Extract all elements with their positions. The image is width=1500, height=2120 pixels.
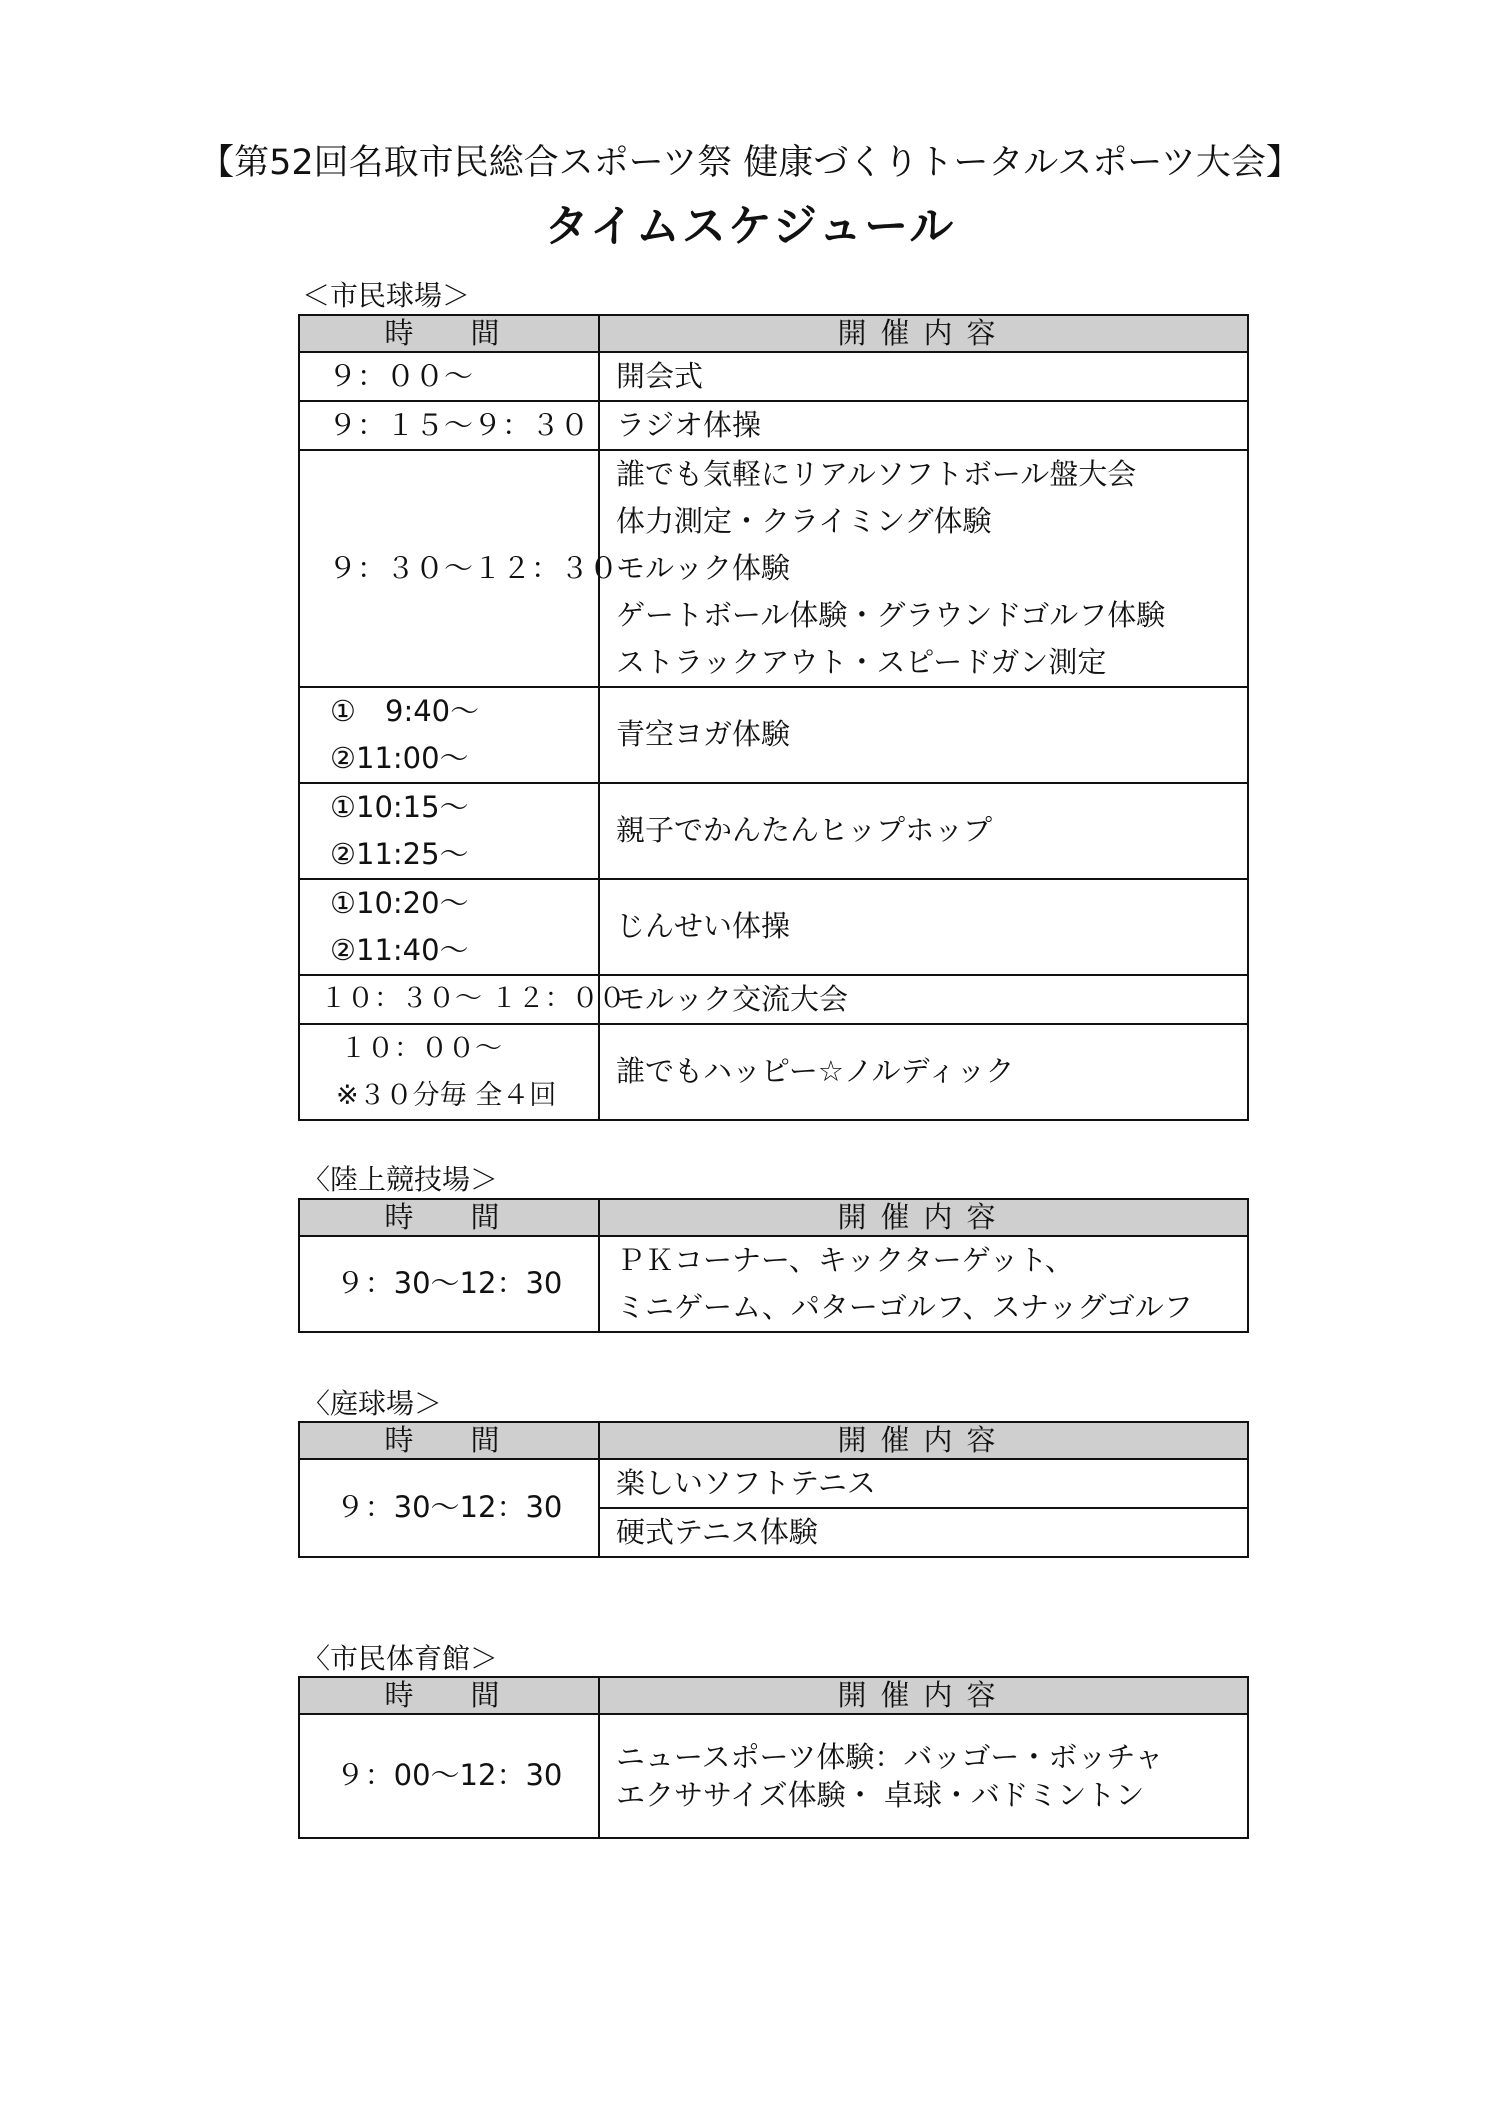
schedule-table [298,1676,1249,1839]
content-line: ゲートボール体験・グラウンドゴルフ体験 [616,597,1166,632]
time-cell: ９：３０～１２：３０ [299,450,599,687]
table-header-row [299,315,1248,352]
time-cell: ９：１５～９：３０ [299,401,599,450]
content-cell [599,975,1248,1024]
content-line: 硬式テニス体験 [616,1514,818,1549]
content-line: ストラックアウト・スピードガン測定 [616,644,1107,679]
table-row [299,783,1248,879]
document-subtitle: タイムスケジュール [544,201,956,252]
header-time: 時 間 [299,1422,599,1459]
section-label: 〈市民体育館＞ [302,1642,499,1675]
content-cell [599,352,1248,401]
table-header-row [299,1422,1248,1459]
table-row [299,401,1248,450]
content-cell [599,687,1248,783]
content-cell [599,879,1248,975]
header-time: 時 間 [299,315,599,352]
content-line: 青空ヨガ体験 [616,717,791,752]
table-row [299,975,1248,1024]
table-row [299,1459,1248,1508]
schedule-table [298,1198,1249,1333]
time-cell [299,783,599,879]
time-cell: ９：00～12：30 [299,1714,599,1838]
header-content: 開催内容 [599,1422,1248,1459]
content-cell [599,1459,1248,1508]
time-line: １０：００～ [340,1032,502,1064]
content-line: 開会式 [616,358,704,393]
time-cell [299,1024,599,1120]
content-line: 楽しいソフトテニス [616,1465,876,1500]
table-header-row [299,1677,1248,1714]
section-label: ＜市民球場＞ [302,279,471,312]
content-line: ＰＫコーナー、キックターゲット、 [616,1242,1074,1277]
table-row [299,1714,1248,1838]
time-line: ①10:15～ [330,789,469,824]
schedule-table [298,1421,1249,1558]
content-line: モルック交流大会 [616,981,849,1016]
content-line: 体力測定・クライミング体験 [616,503,992,538]
content-line: ミニゲーム、パターゴルフ、スナッグゴルフ [616,1289,1193,1324]
time-line: ②11:40～ [330,932,469,967]
time-cell: ９：30～12：30 [299,1459,599,1557]
time-cell: ９：００～ [299,352,599,401]
content-line: ラジオ体操 [616,407,762,442]
content-cell [599,1508,1248,1557]
schedule-table [298,314,1249,1121]
table-row [299,1236,1248,1332]
header-time: 時 間 [299,1199,599,1236]
header-content: 開催内容 [599,1677,1248,1714]
content-line: ニュースポーツ体験：バッゴー・ボッチャ [616,1739,1164,1774]
content-cell [599,1236,1248,1332]
time-cell [299,687,599,783]
content-line: 誰でも気軽にリアルソフトボール盤大会 [616,456,1137,491]
time-line: ②11:25～ [330,836,469,871]
time-line: ① 9:40～ [330,693,480,728]
content-line: エクササイズ体験・ 卓球・バドミントン [616,1777,1145,1812]
content-cell [599,1024,1248,1120]
table-row [299,450,1248,687]
time-line: ①10:20～ [330,885,469,920]
table-row [299,687,1248,783]
section-label: 〈陸上競技場＞ [302,1163,499,1196]
time-cell [299,879,599,975]
content-line: じんせい体操 [616,909,791,944]
table-row [299,1024,1248,1120]
table-row [299,879,1248,975]
time-cell: １０：３０～ １２：００ [299,975,599,1024]
section-label: 〈庭球場＞ [302,1387,443,1420]
content-cell [599,783,1248,879]
time-line: ②11:00～ [330,740,469,775]
content-line: 誰でもハッピー☆ノルディック [616,1054,1015,1089]
header-content: 開催内容 [599,1199,1248,1236]
time-cell: ９：30～12：30 [299,1236,599,1332]
header-time: 時 間 [299,1677,599,1714]
time-line: ※３０分毎 全４回 [336,1079,557,1111]
content-cell [599,450,1248,687]
document-title: 【第52回名取市民総合スポーツ祭 健康づくりトータルスポーツ大会】 [199,143,1301,183]
content-line: モルック体験 [616,550,791,585]
header-content: 開催内容 [599,315,1248,352]
content-line: 親子でかんたんヒップホップ [616,813,993,848]
content-cell [599,401,1248,450]
table-row [299,352,1248,401]
table-header-row [299,1199,1248,1236]
content-cell [599,1714,1248,1838]
